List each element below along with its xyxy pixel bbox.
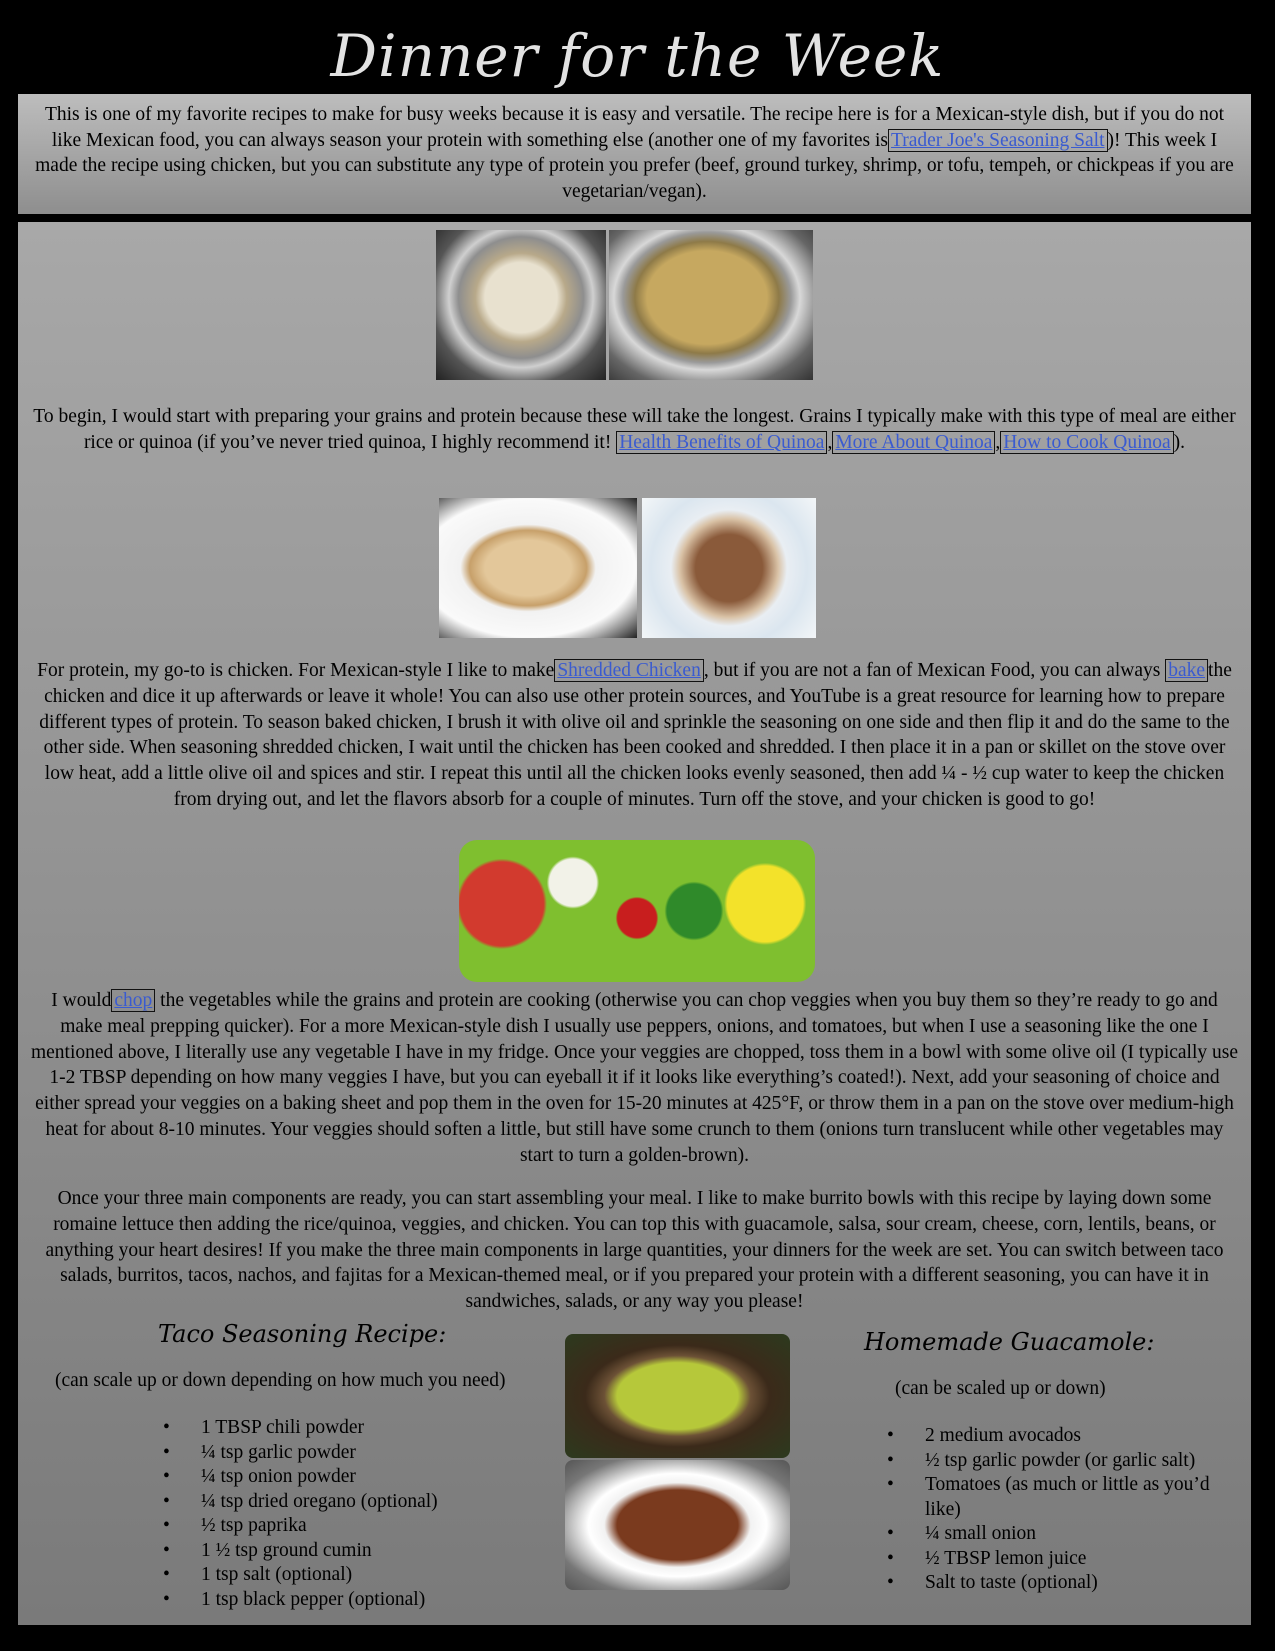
list-item: • 2 medium avocados [887,1424,1217,1449]
grains-paragraph [30,404,1239,456]
chopped-vegetables-photo [459,840,815,982]
how-to-cook-quinoa-link[interactable]: How to Cook Quinoa [1000,431,1173,454]
list-item: • ½ tsp paprika [163,1514,543,1539]
guacamole-heading: Homemade Guacamole: [864,1328,1155,1356]
intro-box [18,94,1251,214]
assemble-paragraph: Once your three main components are ready, you can start assembling your meal. I like to make burrito bowls with this recipe by laying down some romaine lettuce then adding the rice/quinoa, veggies, and chicken. You can top this with guacamole, salsa, sour cream, cheese, corn, lentils, beans, or anything your heart desires! If you make the three main components in large quantities, your dinners for the week are set. You can switch between taco salads, burritos, tacos, nachos, and fajitas for a Mexican-themed meal, or if you prepared your protein with a different seasoning, you can have it in sandwiches, salads, or any way you please! [45,1188,1224,1313]
list-item: • ½ TBSP lemon juice [887,1547,1217,1572]
veggies-paragraph [30,988,1239,1169]
baked-chicken-photo [439,498,637,638]
protein-text-before: For protein, my go-to is chicken. For Mexican-style I like to make [37,660,555,681]
chop-link[interactable]: chop [111,989,155,1012]
main-content [18,222,1251,1625]
grains-sep-1: , [827,431,833,453]
rice-pot-photo [436,230,606,380]
intro-text-before: This is one of my favorite recipes to make for busy weeks because it is easy and versatile. The recipe here is for a Mexican-style dish, but if you do not like Mexican food, you can always season your protein with something else (another one of my favorites is [44,104,1225,151]
list-item: • 1 ½ tsp ground cumin [163,1539,543,1564]
list-item: • 1 TBSP chili powder [163,1416,543,1441]
bake-link[interactable]: bake [1165,659,1208,682]
veggies-text-before: I would [51,990,112,1011]
list-item: • ¼ small onion [887,1522,1217,1547]
guacamole-photo [565,1334,790,1458]
taco-seasoning-heading: Taco Seasoning Recipe: [158,1320,447,1348]
list-item: • ½ tsp garlic powder (or garlic salt) [887,1449,1217,1474]
taco-seasoning-note: (can scale up or down depending on how much you need) [55,1370,506,1391]
health-benefits-quinoa-link[interactable]: Health Benefits of Quinoa [616,431,827,454]
list-item: • ¼ tsp garlic powder [163,1441,543,1466]
shredded-chicken-photo [642,498,816,638]
grains-text-after: ). [1173,431,1186,453]
protein-paragraph [30,658,1239,813]
guacamole-list [887,1424,1217,1596]
guacamole-note: (can be scaled up or down) [895,1378,1106,1399]
taco-seasoning-photo [565,1460,790,1590]
quinoa-pot-photo [609,230,813,380]
protein-text-mid: , but if you are not a fan of Mexican Food, you can always [703,660,1161,681]
list-item: • Salt to taste (optional) [887,1571,1217,1596]
taco-seasoning-list [163,1416,543,1612]
list-item: • ¼ tsp onion powder [163,1465,543,1490]
protein-text-after: the chicken and dice it up afterwards or leave it whole! You can also use other protein sources, and YouTube is a great resource for learning how to prepare different types of protein. To season baked chicken, I brush it with olive oil and sprinkle the seasoning on one side and then flip it and do the same to the other side. When seasoning shredded chicken, I wait until the chicken has been cooked and shredded. I then place it in a pan or skillet on the stove over low heat, add a little olive oil and spices and stir. I repeat this until all the chicken looks evenly seasoned, then add ¼ - ½ cup water to keep the chicken from drying out, and let the flavors absorb for a couple of minutes. Turn off the stove, and your chicken is good to go! [39,660,1232,810]
trader-joes-link[interactable]: Trader Joe's Seasoning Salt [888,129,1108,152]
list-item: • 1 tsp salt (optional) [163,1563,543,1588]
list-item: • 1 tsp black pepper (optional) [163,1588,543,1613]
shredded-chicken-link[interactable]: Shredded Chicken [554,659,704,682]
list-item: • Tomatoes (as much or little as you’d like) [887,1473,1217,1522]
veggies-text-after: the vegetables while the grains and protein are cooking (otherwise you can chop veggies when you buy them so they’re ready to go and make meal prepping quicker). For a more Mexican-style dish I usually use peppers, onions, and tomatoes, but when I use a seasoning like the one I mentioned above, I literally use any vegetable I have in my fridge. Once your veggies are chopped, toss them in a bowl with some olive oil (I typically use 1-2 TBSP depending on how many veggies I have, but you can eyeball it if it looks like everything’s coated!). Next, add your seasoning of choice and either spread your veggies on a baking sheet and pop them in the oven for 15-20 minutes at 425°F, or throw them in a pan on the stove over medium-high heat for about 8-10 minutes. Your veggies should soften a little, but still have some crunch to them (onions turn translucent while other vegetables may start to turn a golden-brown). [30,990,1239,1166]
grains-text-before: To begin, I would start with preparing your grains and protein because these will take the longest. Grains I typically make with this type of meal are either rice or quinoa (if you’ve never tried quinoa, I highly recommend it! [33,406,1236,453]
list-item: • ¼ tsp dried oregano (optional) [163,1490,543,1515]
page-title: Dinner for the Week [330,22,945,90]
intro-text-after: )! This week I made the recipe using chicken, but you can substitute any type of protein you prefer (beef, ground turkey, shrimp, or tofu, tempeh, or chickpeas if you are vegetarian/vegan). [35,129,1234,202]
more-about-quinoa-link[interactable]: More About Quinoa [832,431,995,454]
grains-sep-2: , [995,431,1001,453]
